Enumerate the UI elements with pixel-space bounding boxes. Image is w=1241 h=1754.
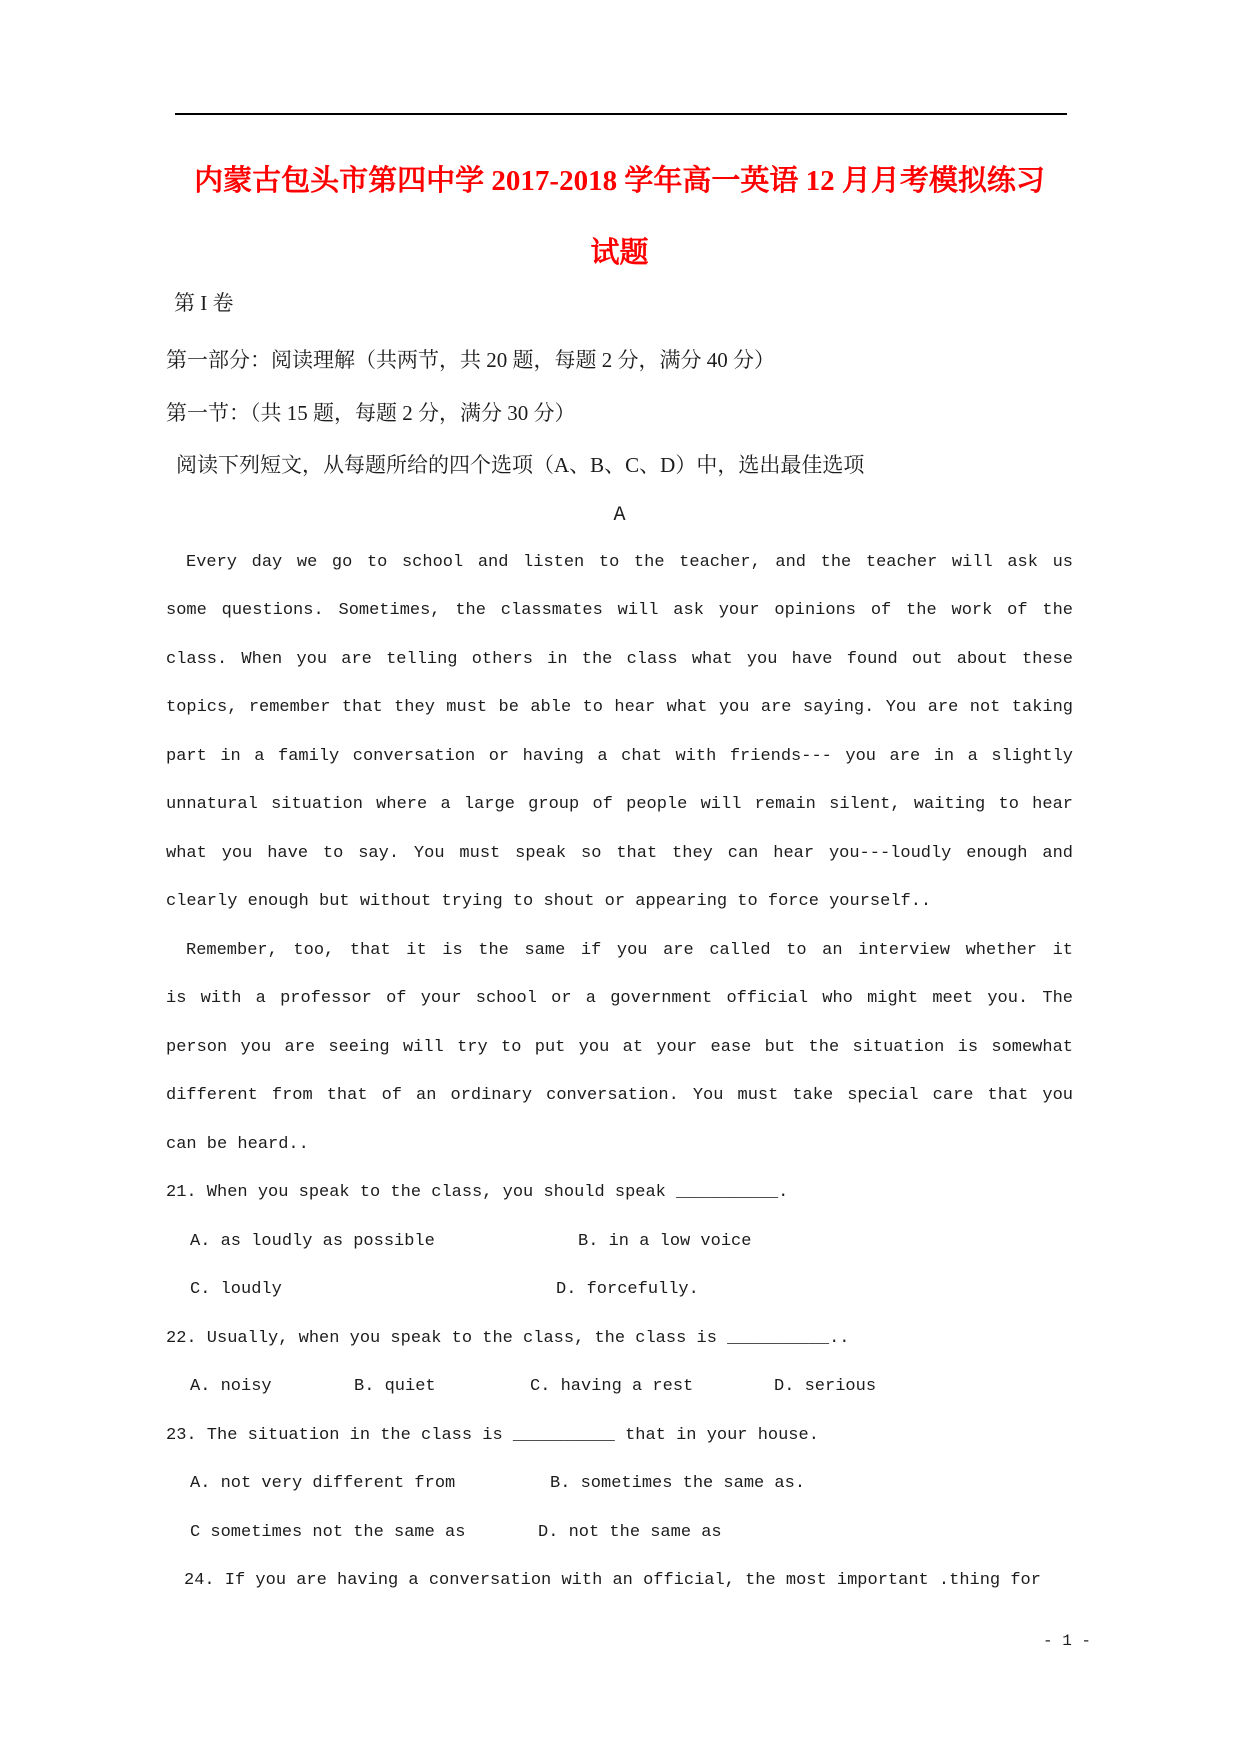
question-21-option-d: D. forcefully. [556,1280,699,1299]
passage-p1-line3: class. When you are telling others in the class what you have found out about these [166,650,1073,669]
question-23-option-c: C sometimes not the same as [190,1523,466,1542]
question-23-options-row2 [166,1509,1073,1557]
passage-p2-line2: is with a professor of your school or a government official who might meet you. The [166,989,1073,1008]
passage-p2-line4: different from that of an ordinary conversation. You must take special care that you [166,1086,1073,1105]
reading-instruction: 阅读下列短文，从每题所给的四个选项（A、B、C、D）中，选出最佳选项 [176,453,865,477]
question-21-stem: 21. When you speak to the class, you should speak __________. [166,1183,789,1202]
heading-volume: 第 I 卷 [174,291,234,315]
passage-p2-line3: person you are seeing will try to put you at your ease but the situation is somewhat [166,1038,1073,1057]
question-23-option-d: D. not the same as [538,1523,722,1542]
question-23-option-a: A. not very different from [190,1474,456,1493]
header-rule [175,113,1067,115]
passage-label: A [613,504,626,527]
question-22-options-row [166,1363,1073,1411]
title-line-1: 内蒙古包头市第四中学 2017-2018 学年高一英语 12 月月考模拟练习 [194,165,1045,197]
question-22-option-a: A. noisy [190,1377,272,1396]
heading-section: 第一节：（共 15 题，每题 2 分，满分 30 分） [166,401,576,425]
question-22-option-d: D. serious [774,1377,877,1396]
question-21-option-b: B. in a low voice [578,1232,752,1251]
passage-p1-line1: Every day we go to school and listen to the teacher, and the teacher will ask us [186,553,1073,572]
passage-p1-line4: topics, remember that they must be able to hear what you are saying. You are not taking [166,698,1073,717]
page-number: - 1 - [1042,1632,1091,1650]
question-22-option-c: C. having a rest [530,1377,694,1396]
passage-p1-line6: unnatural situation where a large group of people will remain silent, waiting to hear [166,795,1073,814]
question-22-stem: 22. Usually, when you speak to the class, the class is __________.. [166,1329,850,1348]
passage-p2-line1: Remember, too, that it is the same if you are called to an interview whether it [186,941,1073,960]
passage-p1-line7: what you have to say. You must speak so that they can hear you---loudly enough and [166,844,1073,863]
question-21-options-row1 [166,1218,1073,1266]
passage-p1-line2: some questions. Sometimes, the classmates will ask your opinions of the work of the [166,601,1073,620]
passage-p2-line5: can be heard.. [166,1135,309,1154]
question-23-options-row1 [166,1460,1073,1508]
title-line-2: 试题 [590,237,649,269]
question-21-options-row2 [166,1266,1073,1314]
passage-p1-line8: clearly enough but without trying to shout or appearing to force yourself.. [166,892,932,911]
question-23-option-b: B. sometimes the same as. [550,1474,806,1493]
question-21-option-c: C. loudly [190,1280,282,1299]
question-24-stem: 24. If you are having a conversation with an official, the most important .thing for [184,1571,1041,1590]
question-22-option-b: B. quiet [354,1377,436,1396]
heading-part: 第一部分：阅读理解（共两节，共 20 题，每题 2 分，满分 40 分） [166,348,775,372]
question-21-option-a: A. as loudly as possible [190,1232,435,1251]
question-23-stem: 23. The situation in the class is __________ that in your house. [166,1426,819,1445]
passage-p1-line5: part in a family conversation or having a chat with friends--- you are in a slightly [166,747,1073,766]
